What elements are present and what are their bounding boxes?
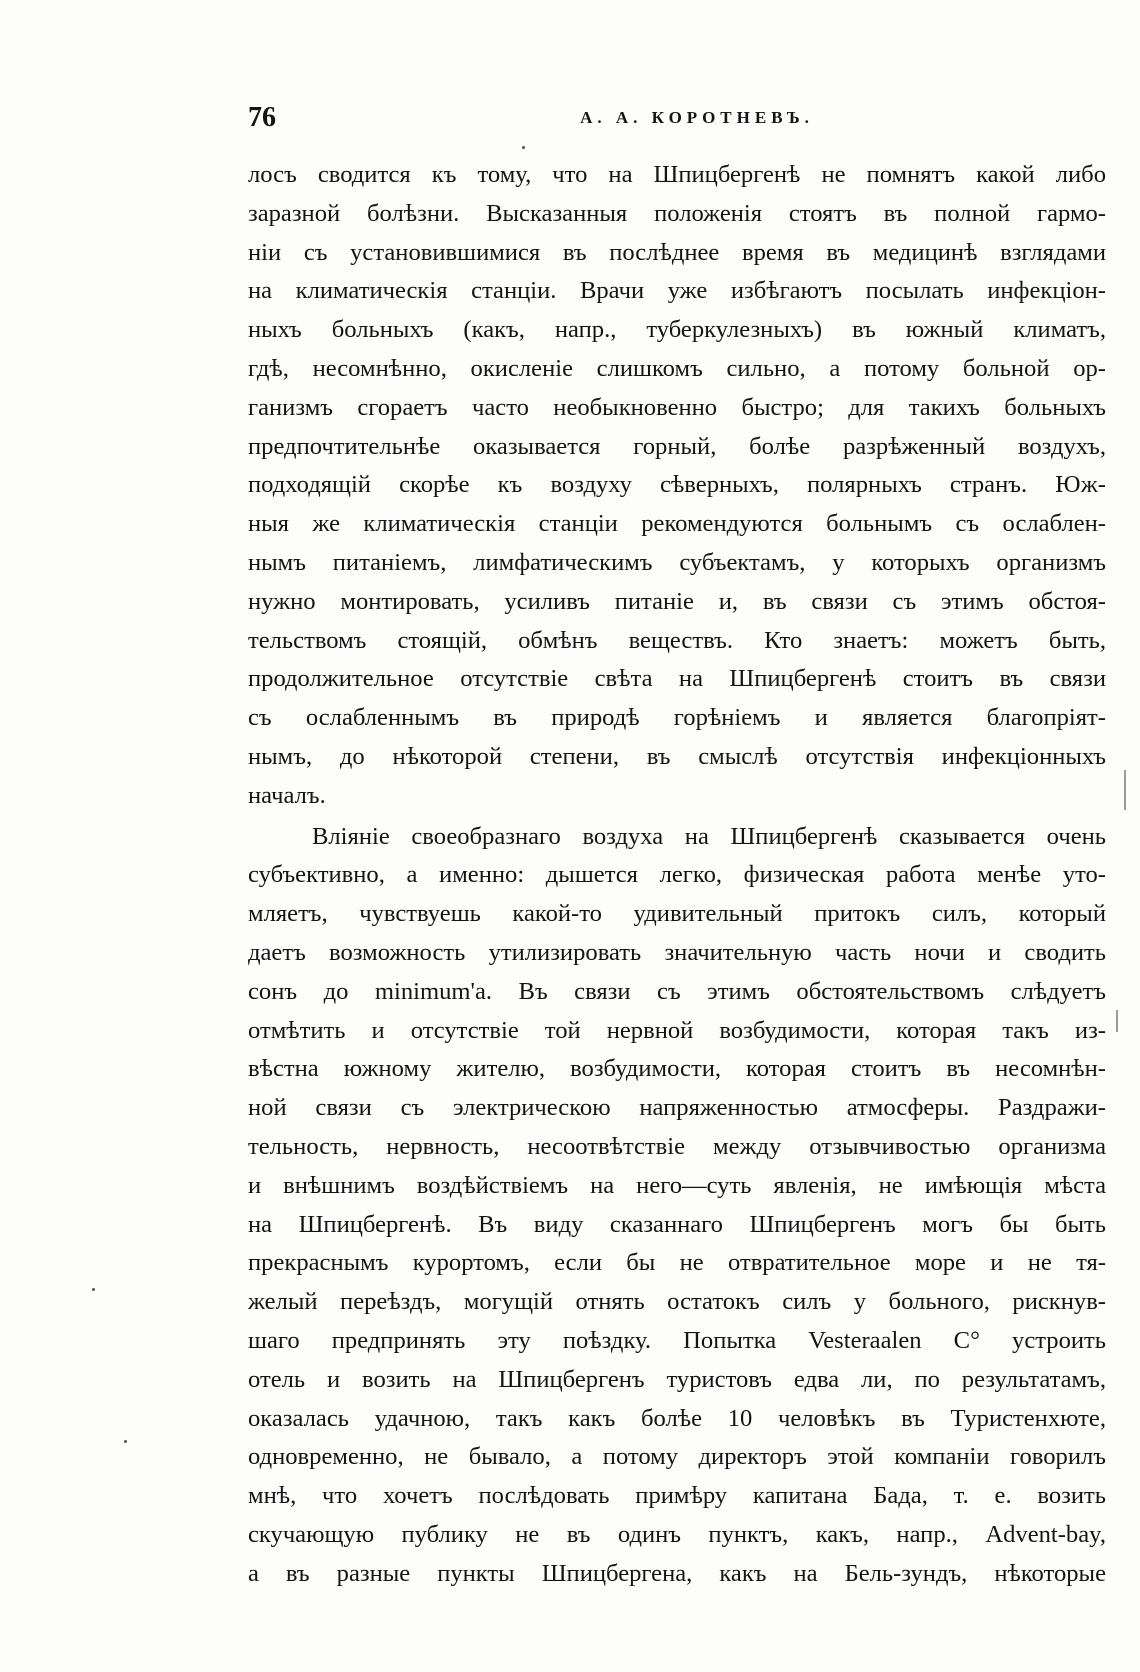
text-line: гдѣ, несомнѣнно, окисленіе слишкомъ сильно, а потому больной ор-	[248, 354, 1106, 382]
text-line: ніи съ установившимися въ послѣднее время въ медицинѣ взглядами	[248, 238, 1106, 266]
text-line: субъективно, а именно: дышется легко, физическая работа менѣе уто-	[248, 861, 1106, 889]
text-line: продолжительное отсутствіе свѣта на Шпицбергенѣ стоитъ въ связи	[248, 665, 1106, 693]
text-line: Вліяніе своеобразнаго воздуха на Шпицбергенѣ сказывается очень	[312, 822, 1106, 850]
page-number: 76	[248, 102, 276, 133]
text-line: отель и возить на Шпицбергенъ туристовъ едва ли, по результатамъ,	[248, 1365, 1106, 1393]
text-line: подходящій скорѣе къ воздуху сѣверныхъ, полярныхъ странъ. Юж-	[248, 471, 1106, 499]
text-line: началъ.	[248, 781, 326, 809]
paragraph-2	[248, 818, 1106, 1594]
text-line: одновременно, не бывало, а потому директоръ этой компаніи говорилъ	[248, 1443, 1106, 1471]
text-line: ныя же климатическія станціи рекомендуются больнымъ съ ослаблен-	[248, 510, 1106, 538]
text-line: мляетъ, чувствуешь какой-то удивительный притокъ силъ, который	[248, 900, 1106, 928]
body-text	[248, 156, 1106, 1593]
text-line: оказалась удачною, такъ какъ болѣе 10 человѣкъ въ Туристенхюте,	[248, 1404, 1106, 1432]
text-line: нужно монтировать, усиливъ питаніе и, въ связи съ этимъ обстоя-	[248, 587, 1106, 615]
text-line: ганизмъ сгораетъ часто необыкновенно быстро; для такихъ больныхъ	[248, 393, 1106, 421]
running-head: А. А. КОРОТНЕВЪ.	[580, 108, 814, 127]
text-line: ныхъ больныхъ (какъ, напр., туберкулезныхъ) въ южный климатъ,	[248, 316, 1106, 344]
text-line: предпочтительнѣе оказывается горный, болѣе разрѣженный воздухъ,	[248, 432, 1106, 460]
text-line: и внѣшнимъ воздѣйствіемъ на него—суть явленія, не имѣющія мѣста	[248, 1171, 1106, 1199]
text-line: ной связи съ электрическою напряженностью атмосферы. Раздражи-	[248, 1094, 1106, 1122]
paragraph-1	[248, 156, 1106, 816]
page-header	[248, 98, 1106, 138]
text-line: тельность, нервность, несоотвѣтствіе между отзывчивостью организма	[248, 1132, 1106, 1160]
scan-speck	[92, 1288, 95, 1291]
margin-rule-mark	[1116, 1010, 1118, 1032]
text-line: нымъ питаніемъ, лимфатическимъ субъектамъ, у которыхъ организмъ	[248, 548, 1106, 576]
text-line: шаго предпринять эту поѣздку. Попытка Vesteraalen C° устроить	[248, 1326, 1106, 1354]
text-line: желый переѣздъ, могущій отнять остатокъ силъ у больного, рискнув-	[248, 1288, 1106, 1316]
scan-speck	[522, 146, 525, 149]
text-line: скучающую публику не въ одинъ пунктъ, какъ, напр., Advent-bay,	[248, 1520, 1106, 1548]
text-line: на климатическія станціи. Врачи уже избѣгаютъ посылать инфекціон-	[248, 277, 1106, 305]
text-line: вѣстна южному жителю, возбудимости, которая стоитъ въ несомнѣн-	[248, 1055, 1106, 1083]
text-line: даетъ возможность утилизировать значительную часть ночи и сводить	[248, 938, 1106, 966]
text-line: съ ослабленнымъ въ природѣ горѣніемъ и является благопріят-	[248, 704, 1106, 732]
text-line: мнѣ, что хочетъ послѣдовать примѣру капитана Бада, т. е. возить	[248, 1482, 1106, 1510]
text-line: а въ разные пункты Шпицбергена, какъ на Бель-зундъ, нѣкоторые	[248, 1559, 1106, 1587]
text-line: тельствомъ стоящій, обмѣнъ веществъ. Кто знаетъ: можетъ быть,	[248, 626, 1106, 654]
text-line: нымъ, до нѣкоторой степени, въ смыслѣ отсутствія инфекціонныхъ	[248, 742, 1106, 770]
text-line: на Шпицбергенѣ. Въ виду сказаннаго Шпицбергенъ могъ бы быть	[248, 1210, 1106, 1238]
text-line: лосъ сводится къ тому, что на Шпицбергенѣ не помнятъ какой либо	[248, 161, 1106, 188]
text-line: отмѣтить и отсутствіе той нервной возбудимости, которая такъ из-	[248, 1016, 1106, 1044]
scan-speck	[124, 1440, 127, 1443]
text-line: заразной болѣзни. Высказанныя положенія стоятъ въ полной гармо-	[248, 199, 1106, 227]
text-line: прекраснымъ курортомъ, если бы не отвратительное море и не тя-	[248, 1249, 1106, 1277]
text-line: сонъ до minimum'а. Въ связи съ этимъ обстоятельствомъ слѣдуетъ	[248, 977, 1106, 1005]
margin-rule-mark	[1124, 770, 1126, 810]
